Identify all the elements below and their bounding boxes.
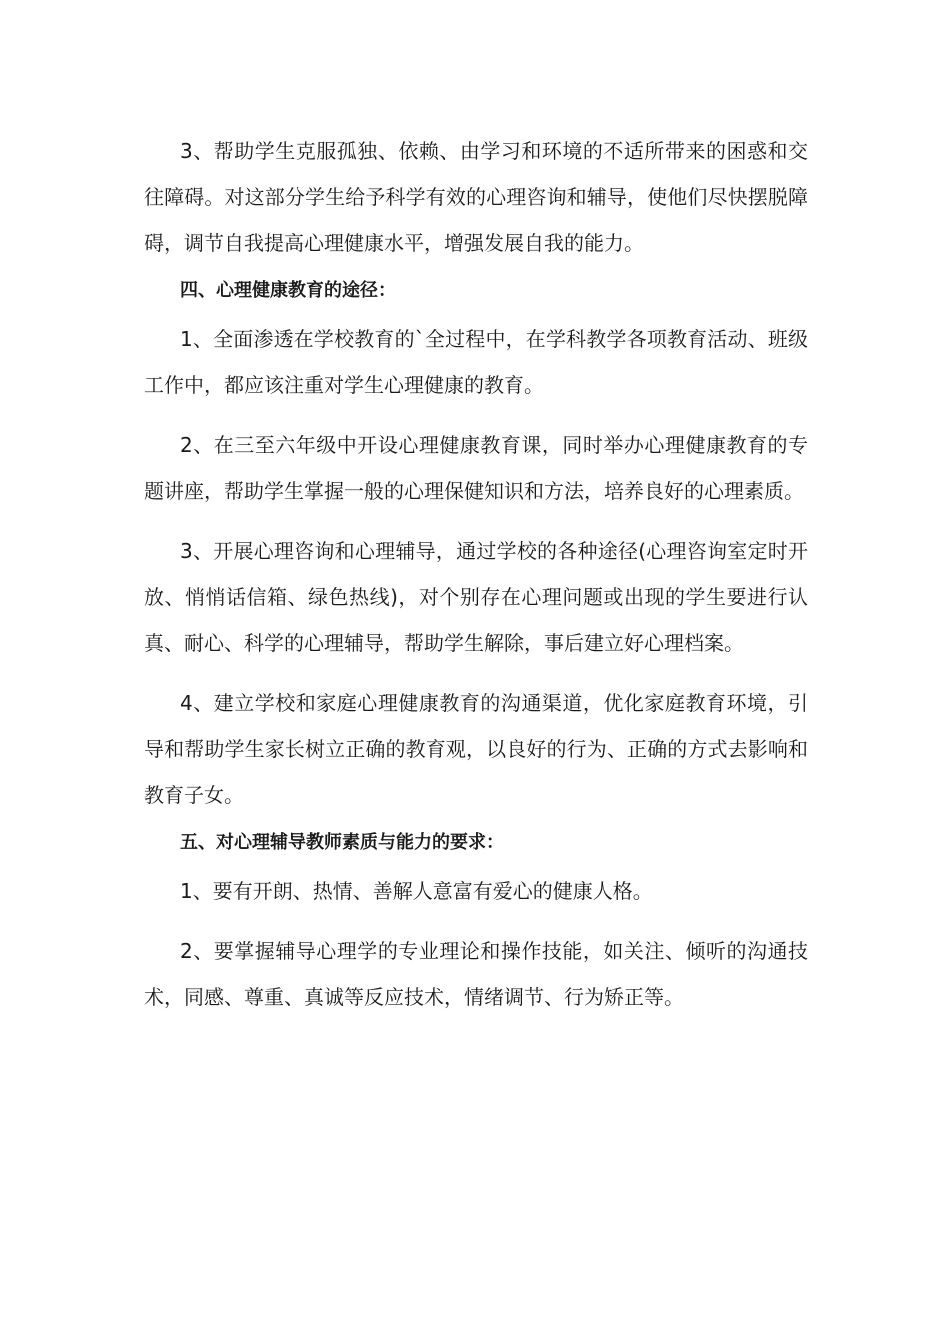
- paragraph-help-students-overcome: 3、帮助学生克服孤独、依赖、由学习和环境的不适所带来的困惑和交往障碍。对这部分学生给予科学有效的心理咨询和辅导，使他们尽快摆脱障碍，调节自我提高心理健康水平，增强发展自我的能力。: [144, 139, 808, 255]
- section-heading-approaches: 四、心理健康教育的途径：: [180, 280, 396, 301]
- paragraph-approach-3: 3、开展心理咨询和心理辅导，通过学校的各种途径(心理咨询室定时开放、悄悄话信箱、绿色热线)，对个别存在心理问题或出现的学生要进行认真、耐心、科学的心理辅导，帮助学生解除，事后建立好心理档案。: [144, 539, 808, 655]
- paragraph-approach-4: 4、建立学校和家庭心理健康教育的沟通渠道，优化家庭教育环境，引导和帮助学生家长树立正确的教育观，以良好的行为、正确的方式去影响和教育子女。: [144, 691, 808, 807]
- paragraph-approach-2: 2、在三至六年级中开设心理健康教育课，同时举办心理健康教育的专题讲座，帮助学生掌握一般的心理保健知识和方法，培养良好的心理素质。: [144, 433, 808, 503]
- paragraph-requirement-1: 1、要有开朗、热情、善解人意富有爱心的健康人格。: [180, 879, 653, 903]
- paragraph-approach-1: 1、全面渗透在学校教育的`全过程中，在学科教学各项教育活动、班级工作中，都应该注重对学生心理健康的教育。: [144, 327, 808, 397]
- paragraph-requirement-2: 2、要掌握辅导心理学的专业理论和操作技能，如关注、倾听的沟通技术，同感、尊重、真诚等反应技术，情绪调节、行为矫正等。: [144, 939, 808, 1009]
- document-body: [144, 128, 808, 1020]
- section-heading-teacher-requirements: 五、对心理辅导教师素质与能力的要求：: [180, 832, 504, 853]
